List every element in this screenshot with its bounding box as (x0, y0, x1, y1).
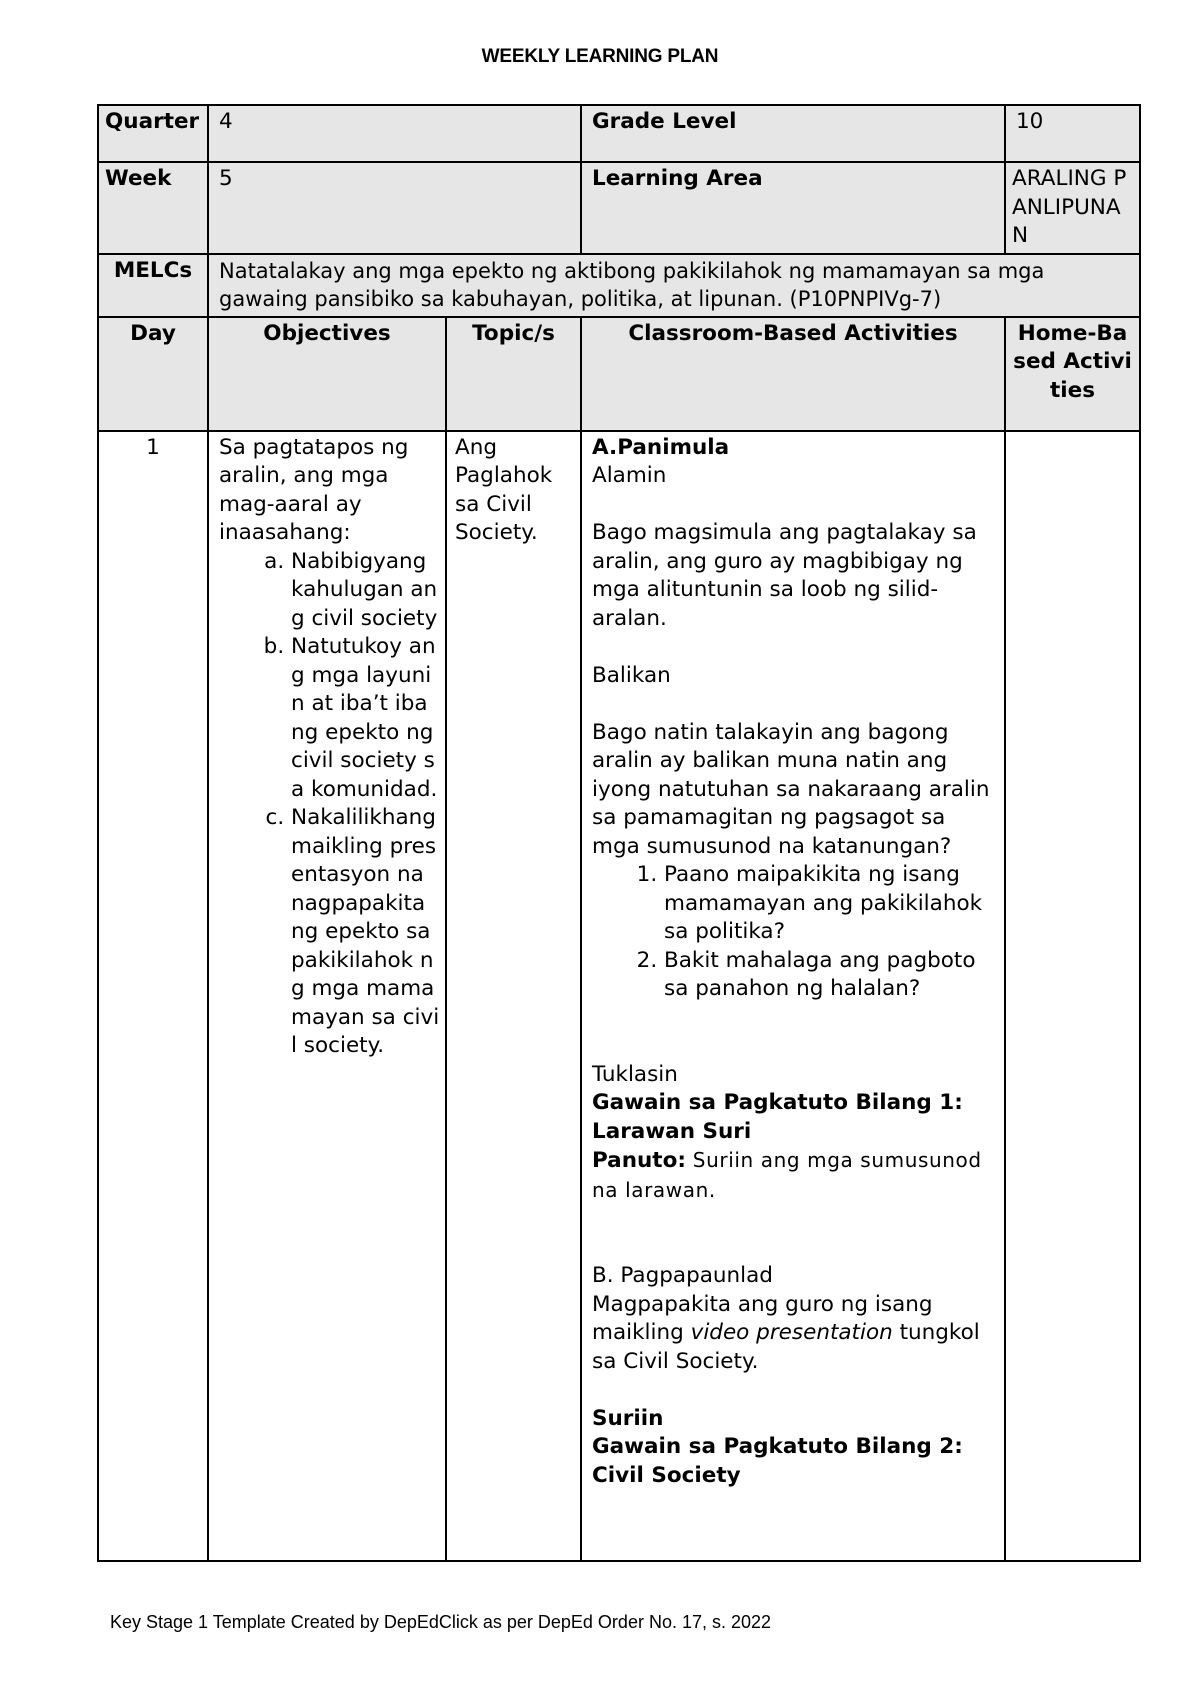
gawain-2-title: Gawain sa Pagkatuto Bilang 2: Civil Society (592, 1434, 963, 1488)
grade-level-value: 10 (1005, 105, 1140, 162)
column-header-row (98, 317, 1140, 431)
col-day: Day (98, 317, 208, 431)
panuto-line (592, 1146, 994, 1205)
col-objectives: Objectives (208, 317, 446, 431)
pagpapaunlad-text (592, 1291, 994, 1377)
pagpapaunlad-text-pre: Magpapakita ang guro ng isang maikling (592, 1291, 933, 1345)
objectives-cell (208, 431, 446, 1561)
balikan-heading: Balikan (592, 662, 671, 688)
classroom-activities-cell (581, 431, 1005, 1561)
melcs-row (98, 254, 1140, 317)
balikan-text: Bago natin talakayin ang bagong aralin ay balikan muna natin ang iyong natutuhan sa nakaraang aralin sa pamamagitan ng pagsagot sa mga sumusunod na katanungan? (592, 719, 990, 859)
gawain-1-title: Gawain sa Pagkatuto Bilang 1: Larawan Suri (592, 1090, 963, 1144)
quarter-label: Quarter (98, 105, 208, 162)
panuto-label: Panuto: (592, 1148, 686, 1173)
review-questions (592, 861, 994, 1004)
alamin-text: Bago magsimula ang pagtalakay sa aralin, ang guro ay magbibigay ng mga alituntunin sa loob ng silid-aralan. (592, 520, 977, 631)
home-activities-cell (1005, 431, 1140, 1561)
panimula-heading: A.Panimula (592, 434, 730, 460)
week-row (98, 162, 1140, 254)
objectives-list (219, 548, 441, 1061)
col-topics: Topic/s (446, 317, 581, 431)
quarter-row (98, 105, 1140, 162)
pagpapaunlad-text-post: tungkol sa Civil Society. (592, 1320, 980, 1374)
pagpapaunlad-heading: B. Pagpapaunlad (592, 1263, 773, 1288)
melcs-value: Natatalakay ang mga epekto ng aktibong pakikilahok ng mamamayan sa mga gawaing pansibiko sa kabuhayan, politika, at lipunan. (P10PNPIVg-7) (208, 254, 1140, 317)
question-1: 1. Paano maipakikita ng isang mamamayan ang pakikilahok sa politika? (664, 861, 994, 947)
objective-b: b. Natutukoy ang mga layunin at iba’t ibang epekto ng civil society sa komunidad. (291, 633, 441, 804)
question-2: 2. Bakit mahalaga ang pagboto sa panahon ng halalan? (664, 947, 994, 1004)
day-1-cell: 1 (98, 431, 208, 1561)
objective-c: c. Nakalilikhang maikling presentasyon na nagpapakita ng epekto sa pakikilahok ng mga mamamayan sa civil society. (291, 804, 441, 1061)
objectives-intro: Sa pagtatapos ng aralin, ang mga mag-aaral ay inaasahang: (219, 434, 409, 545)
document-title: WEEKLY LEARNING PLAN (481, 46, 719, 67)
day-1-row (98, 431, 1140, 1561)
alamin-heading: Alamin (592, 463, 667, 488)
objective-a: a. Nabibigyang kahulugan ang civil society (291, 548, 441, 634)
col-home-activities: Home-Based Activities (1005, 317, 1140, 431)
suriin-heading: Suriin (592, 1405, 664, 1431)
grade-level-label: Grade Level (581, 105, 1005, 162)
learning-area-label: Learning Area (581, 162, 1005, 254)
panuto-text: Suriin ang mga sumusunod na larawan. (592, 1148, 982, 1202)
learning-area-value: ARALING PANLIPUNAN (1005, 162, 1140, 254)
quarter-value: 4 (208, 105, 581, 162)
topic-cell: Ang Paglahok sa Civil Society. (446, 431, 581, 1561)
footer-note: Key Stage 1 Template Created by DepEdClick as per DepEd Order No. 17, s. 2022 (110, 1612, 772, 1632)
tuklasin-heading: Tuklasin (592, 1061, 678, 1087)
melcs-label: MELCs (98, 254, 208, 317)
col-classroom-activities: Classroom-Based Activities (581, 317, 1005, 431)
week-label: Week (98, 162, 208, 254)
weekly-plan-table (97, 104, 1141, 1562)
pagpapaunlad-text-italic: video presentation (690, 1320, 893, 1345)
week-value: 5 (208, 162, 581, 254)
